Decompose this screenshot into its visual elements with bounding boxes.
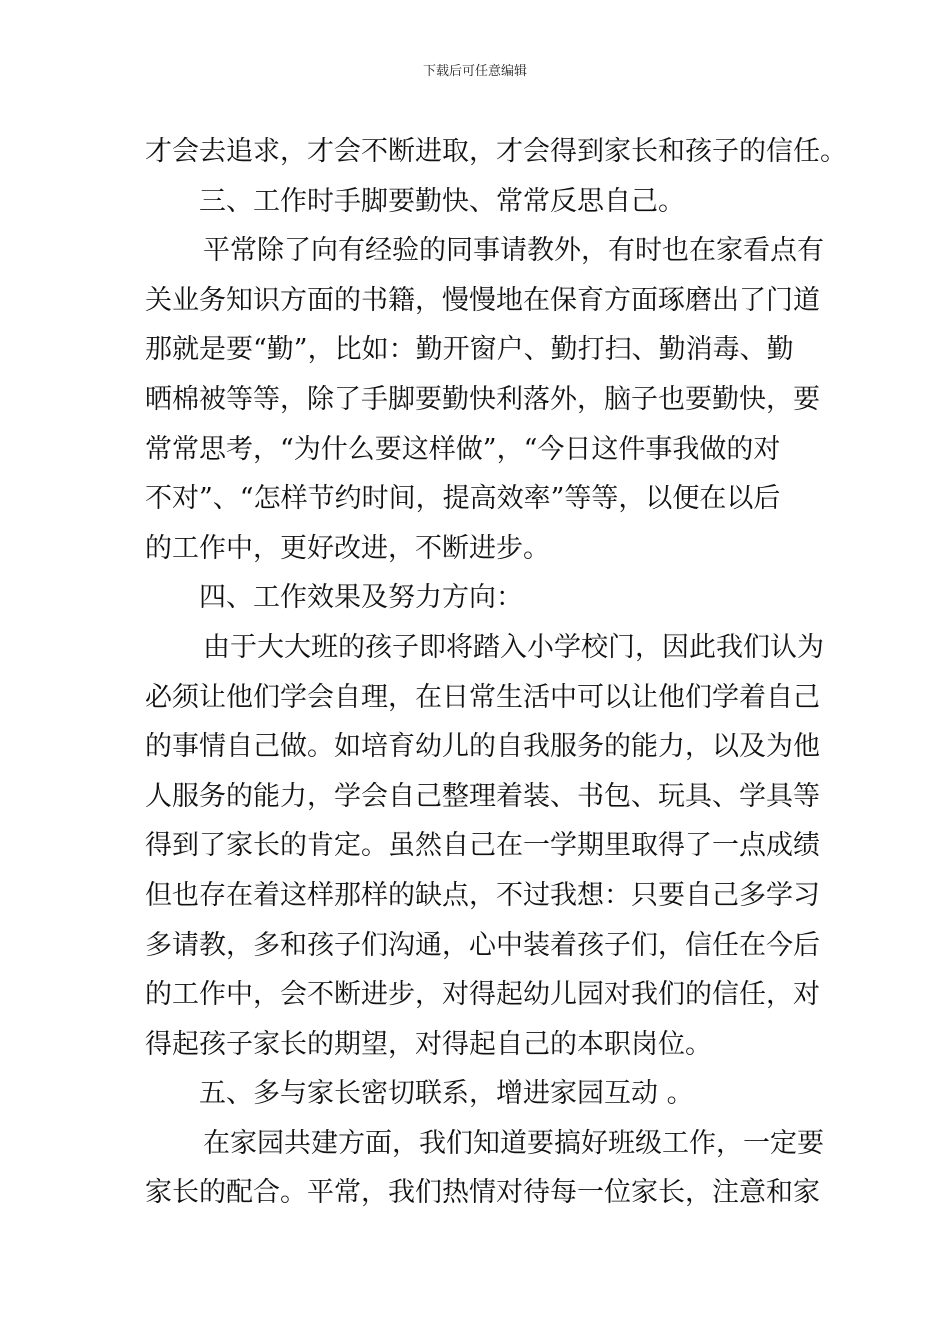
- text-line: 得到了家长的肯定。虽然自己在一学期里取得了一点成绩: [145, 830, 820, 862]
- document-body: [145, 127, 847, 1218]
- text-line: 的工作中，更好改进，不断进步。: [145, 532, 550, 564]
- text-line: 由于大大班的孩子即将踏入小学校门，因此我们认为: [203, 631, 824, 663]
- text-line: 的工作中，会不断进步，对得起幼儿园对我们的信任，对: [145, 979, 820, 1011]
- text-line: 但也存在着这样那样的缺点，不过我想：只要自己多学习: [145, 879, 820, 911]
- text-line: 那就是要“勤”，比如：勤开窗户、勤打扫、勤消毒、勤: [145, 334, 794, 366]
- text-line: 得起孩子家长的期望，对得起自己的本职岗位。: [145, 1028, 712, 1060]
- page-header-note: 下载后可任意编辑: [422, 64, 527, 79]
- text-line: 多请教，多和孩子们沟通，心中装着孩子们，信任在今后: [145, 929, 820, 961]
- text-line: 才会去追求，才会不断进取，才会得到家长和孩子的信任。: [145, 136, 847, 167]
- text-line: 的事情自己做。如培育幼儿的自我服务的能力，以及为他: [145, 731, 820, 763]
- section-heading-4: 四、工作效果及努力方向：: [199, 582, 523, 614]
- text-line: 常常思考，“为什么要这样做”，“今日这件事我做的对: [145, 433, 781, 465]
- text-line: 人服务的能力，学会自己整理着装、书包、玩具、学具等: [145, 780, 820, 812]
- text-line: 关业务知识方面的书籍，慢慢地在保育方面琢磨出了门道: [145, 284, 820, 316]
- section-heading-3: 三、工作时手脚要勤快、常常反思自己。: [199, 185, 685, 217]
- text-line: 家长的配合。平常，我们热情对待每一位家长，注意和家: [145, 1177, 820, 1209]
- text-line: 必须让他们学会自理，在日常生活中可以让他们学着自己: [145, 681, 820, 713]
- text-line: 晒棉被等等，除了手脚要勤快利落外，脑子也要勤快，要: [145, 383, 820, 415]
- text-line: 在家园共建方面，我们知道要搞好班级工作，一定要: [203, 1127, 824, 1159]
- text-line: 不对”、“怎样节约时间，提高效率”等等，以便在以后: [145, 483, 781, 515]
- section-heading-5: 五、多与家长密切联系，增进家园互动 。: [199, 1078, 694, 1110]
- text-line: 平常除了向有经验的同事请教外，有时也在家看点有: [203, 235, 824, 267]
